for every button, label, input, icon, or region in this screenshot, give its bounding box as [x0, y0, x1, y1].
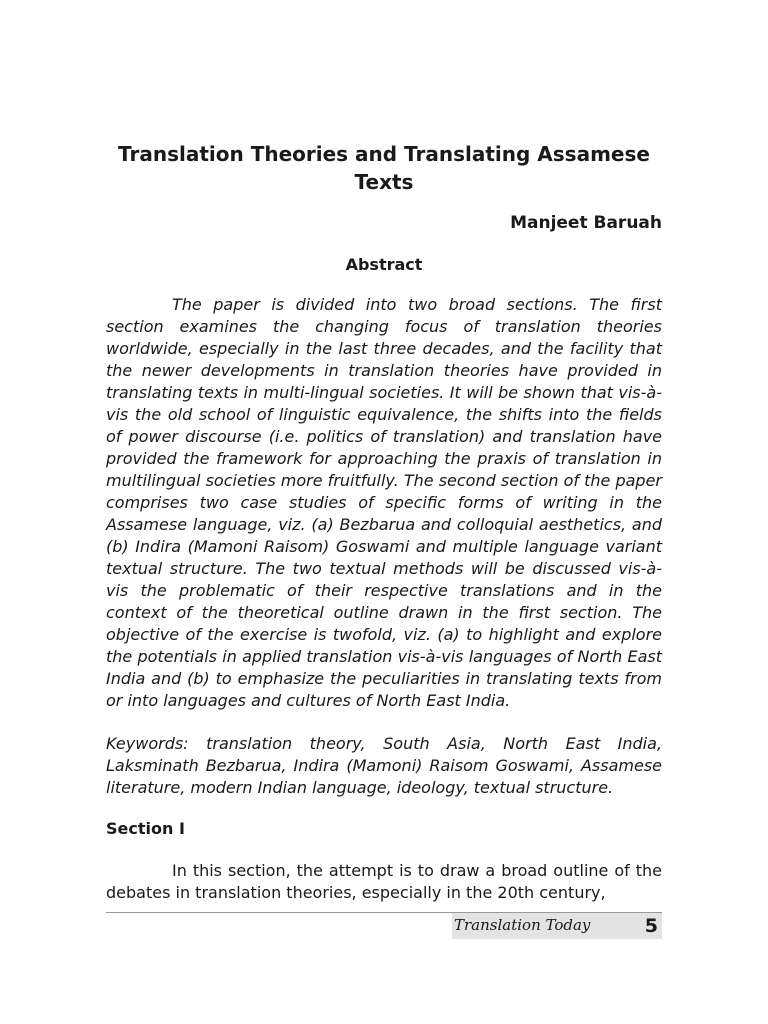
section-heading: Section I — [106, 819, 185, 838]
abstract-body: The paper is divided into two broad sections. The first section examines the changing focus of translation theories worldwide, especially in the last three decades, and the facility that the newer developments in translation theories have provided in translating texts in multi-lingual societies. It will be shown that vis-à-vis the old school of linguistic equivalence, the shifts into the fields of power discourse (i.e. politics of translation) and translation have provided the framework for approaching the praxis of translation in multilingual societies more fruitfully. The second section of the paper comprises two case studies of specific forms of writing in the Assamese language, viz. (a) Bezbarua and colloquial aesthetics, and (b) Indira (Mamoni Raisom) Goswami and multiple language variant textual structure. The two textual methods will be discussed vis-à-vis the problematic of their respective translations and in the context of the theoretical outline drawn in the first section. The objective of the exercise is twofold, viz. (a) to highlight and explore the potentials in applied translation vis-à-vis languages of North East India and (b) to emphasize the peculiarities in translating texts from or into languages and cultures of North East India. — [106, 295, 662, 710]
paper-title: Translation Theories and Translating Assamese Texts — [118, 142, 650, 194]
abstract-heading: Abstract — [345, 255, 423, 274]
section-body: In this section, the attempt is to draw a broad outline of the debates in translation theories, especially in the 20th century, — [106, 861, 662, 902]
author-name: Manjeet Baruah — [510, 213, 662, 233]
footer-journal-name: Translation Today — [454, 916, 591, 934]
keywords: Keywords: translation theory, South Asia, North East India, Laksminath Bezbarua, Indira (Mamoni) Raisom Goswami, Assamese literature, modern Indian language, ideology, textual structure. — [106, 734, 662, 797]
page-number: 5 — [644, 915, 658, 937]
